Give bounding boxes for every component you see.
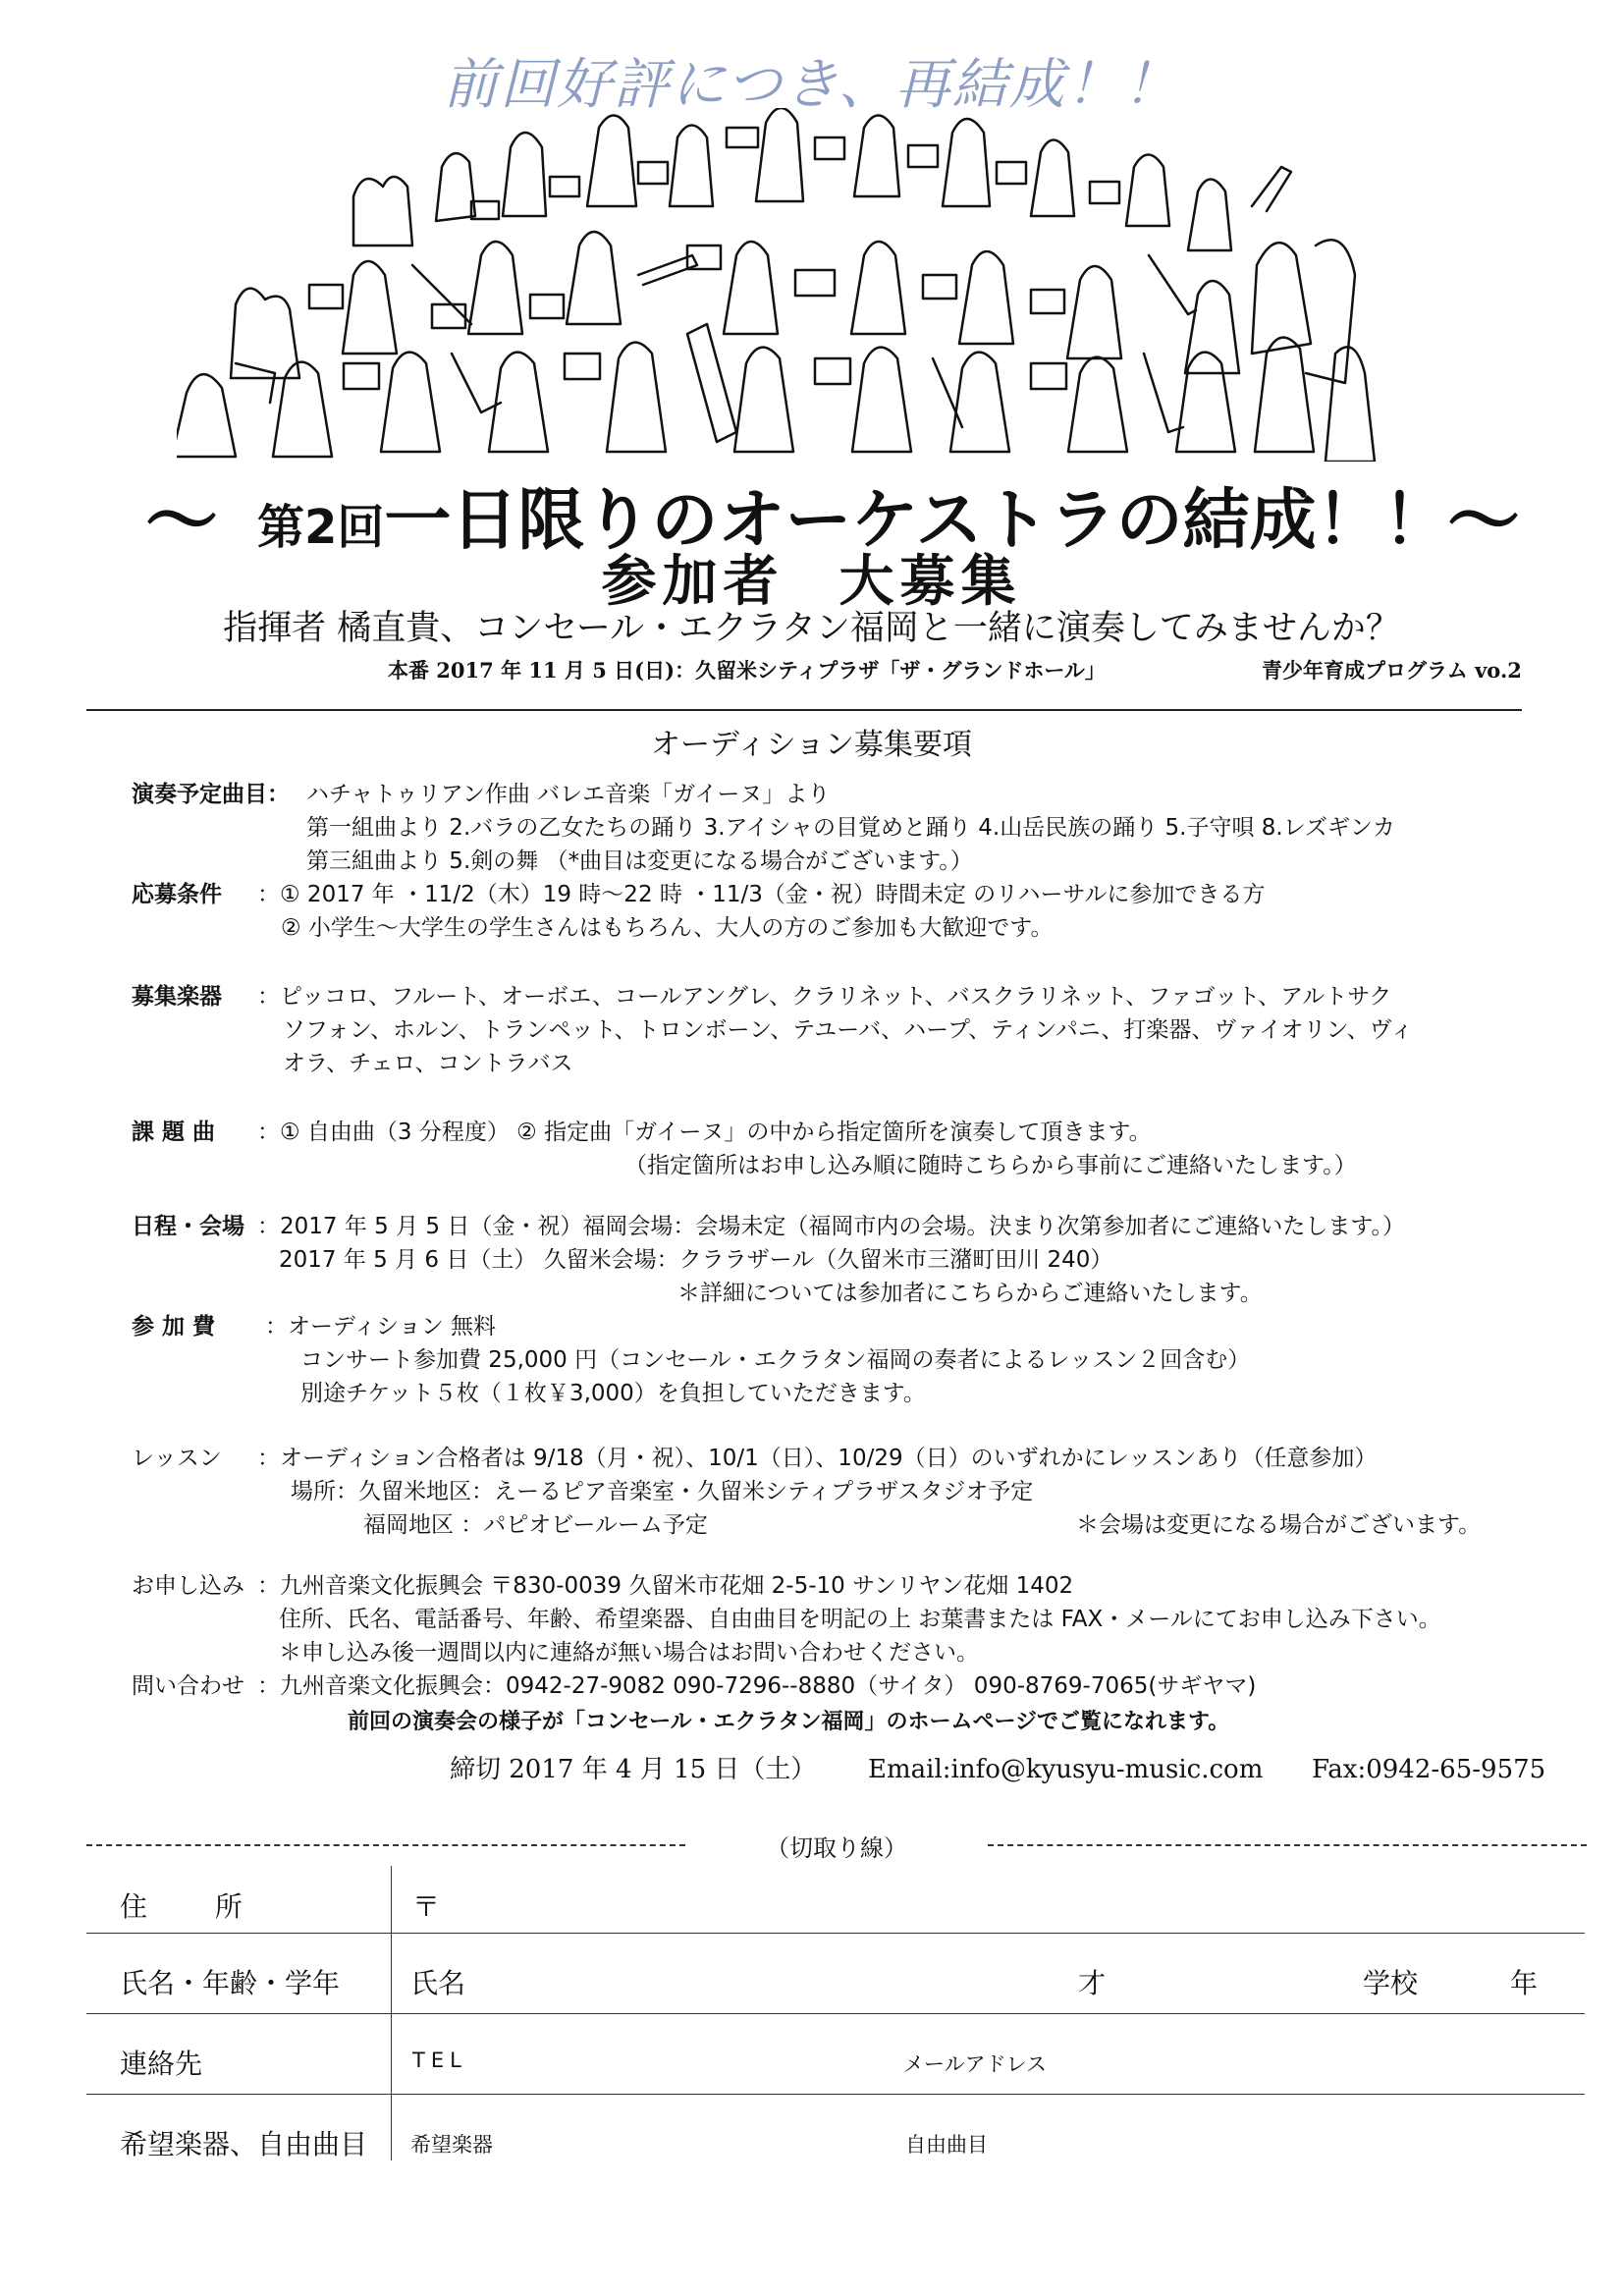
orchestra-front-row bbox=[177, 324, 1375, 462]
school-field[interactable]: 学校 bbox=[1363, 1967, 1419, 1999]
lesson-line-3: 福岡地区 ：パピオビールーム予定 bbox=[363, 1512, 708, 1538]
title-tilde-right: ～ bbox=[1447, 479, 1520, 564]
pieces-line-3: 第三組曲より 5.剣の舞 （*曲目は変更になる場合がございます。） bbox=[306, 848, 973, 874]
deadline-email[interactable]: Email:info@kyusyu-music.com bbox=[868, 1755, 1264, 1784]
schedule-line-1: ：2017 年 5 月 5 日（金・祝）福岡会場：会場未定（福岡市内の会場。決まり次第参加者にご連絡いたします。） bbox=[257, 1214, 1406, 1239]
form-row-name bbox=[86, 1933, 1585, 2011]
top-divider bbox=[86, 709, 1522, 711]
application-form bbox=[86, 1866, 1585, 2160]
section-title: オーディション募集要項 bbox=[651, 728, 972, 762]
homepage-note: 前回の演奏会の様子が「コンセール・エクラタン福岡」のホームページでご覧になれます。 bbox=[348, 1710, 1230, 1734]
instruments-line-3: オラ、チェロ、コントラバス bbox=[283, 1051, 573, 1076]
lead-text: 指揮者 橘直貴、コンセール・エクラタン福岡と一緒に演奏してみませんか？ bbox=[223, 609, 1400, 648]
title-main: 一日限りのオーケストラの結成！！ bbox=[384, 482, 1450, 560]
lesson-line-2: 場所：久留米地区：えーるピア音楽室・久留米シティプラザスタジオ予定 bbox=[291, 1479, 1034, 1504]
age-field[interactable]: 才 bbox=[1078, 1967, 1107, 1999]
deadline-fax: Fax:0942-65-9575 bbox=[1312, 1755, 1546, 1784]
instruments-label: 募集楽器 bbox=[132, 984, 222, 1010]
address-label: 住 所 bbox=[120, 1890, 272, 1923]
info-line bbox=[388, 655, 1522, 684]
contact-label: 問い合わせ bbox=[132, 1673, 244, 1699]
cut-line-right bbox=[988, 1844, 1587, 1846]
title-tilde-left: ～ bbox=[145, 479, 218, 564]
conditions-label: 応募条件 bbox=[132, 882, 222, 907]
tel-field[interactable]: TEL bbox=[412, 2049, 467, 2072]
instruments-line-1: ：ピッコロ、フルート、オーボエ、コールアングレ、クラリネット、バスクラリネット、ファゴット、アルトサク bbox=[257, 984, 1392, 1010]
audition-pieces-line-1: ：① 自由曲（3 分程度） ② 指定曲「ガイーヌ」の中から指定箇所を演奏して頂きます。 bbox=[257, 1120, 1152, 1145]
form-row-contact bbox=[86, 2013, 1585, 2092]
apply-label: お申し込み bbox=[132, 1573, 244, 1599]
schedule-line-3: ＊詳細については参加者にこちらからご連絡いたします。 bbox=[677, 1281, 1263, 1306]
lesson-line-1: ：オーディション合格者は 9/18（月・祝）、10/1（日）、10/29（日）のいずれかにレッスンあり（任意参加） bbox=[257, 1446, 1378, 1471]
apply-line-3: ＊申し込み後一週間以内に連絡が無い場合はお問い合わせください。 bbox=[279, 1640, 979, 1666]
audition-pieces-label: 課 題 曲 bbox=[132, 1120, 216, 1145]
tagline: 前回好評につき、再結成！！ bbox=[443, 53, 1180, 117]
grade-field[interactable]: 年 bbox=[1510, 1967, 1539, 1999]
contact-info-label: 連絡先 bbox=[120, 2048, 203, 2080]
conditions-line-2: ② 小学生～大学生の学生さんはもちろん、大人の方のご参加も大歓迎です。 bbox=[281, 915, 1054, 941]
lesson-label: レッスン bbox=[132, 1446, 222, 1471]
title-edition: 第2回 bbox=[257, 500, 385, 555]
fee-line-2: コンサート参加費 25,000 円（コンセール・エクラタン福岡の奏者によるレッスン２回含む） bbox=[300, 1347, 1251, 1373]
instruments-line-2: ソフォン、ホルン、トランペット、トロンボーン、テユーバ、ハープ、ティンパニ、打楽器、ヴァイオリン、ヴィ bbox=[283, 1017, 1414, 1043]
pieces-label: 演奏予定曲目： bbox=[132, 782, 290, 807]
deadline: 締切 2017 年 4 月 15 日（土） bbox=[450, 1755, 817, 1784]
subtitle-part1: 参加者 bbox=[601, 550, 784, 614]
performance-info: 本番 2017 年 11 月 5 日(日)：久留米シティプラザ「ザ・グランドホール」 bbox=[388, 658, 1106, 683]
pieces-line-1: ハチャトゥリアン作曲 バレエ音楽「ガイーヌ」より bbox=[306, 782, 831, 807]
schedule-line-2: 2017 年 5 月 6 日（土） 久留米会場：クララザール（久留米市三潴町田川 240） bbox=[279, 1247, 1113, 1273]
lesson-venue-note: ＊会場は変更になる場合がございます。 bbox=[1076, 1512, 1482, 1538]
apply-line-2: 住所、氏名、電話番号、年齢、希望楽器、自由曲目を明記の上 お葉書または FAX・メールにてお申し込み下さい。 bbox=[279, 1607, 1441, 1632]
audition-pieces-line-2: （指定箇所はお申し込み順に随時こちらから事前にご連絡いたします。） bbox=[624, 1153, 1357, 1178]
form-row-instrument bbox=[86, 2094, 1585, 2172]
contact-line-1: ：九州音楽文化振興会：0942-27-9082 090-7296--8880（サイタ） 090-8769-7065(サギヤマ) bbox=[257, 1673, 1257, 1699]
fee-line-3: 別途チケット５枚（１枚￥3,000）を負担していただきます。 bbox=[300, 1381, 926, 1406]
fee-line-1: ：オーディション 無料 bbox=[265, 1314, 497, 1339]
apply-line-1: ：九州音楽文化振興会 〒830-0039 久留米市花畑 2-5-10 サンリヤン花畑 1402 bbox=[257, 1573, 1074, 1599]
schedule-label: 日程・会場 bbox=[132, 1214, 244, 1239]
email-field[interactable]: メールアドレス bbox=[903, 2052, 1047, 2076]
subtitle-part2: 大募集 bbox=[839, 550, 1022, 614]
conditions-line-1: ：① 2017 年 ・11/2（木）19 時～22 時 ・11/3（金・祝）時間未定 のリハーサルに参加できる方 bbox=[257, 882, 1266, 907]
instrument-field[interactable]: 希望楽器 bbox=[410, 2133, 493, 2157]
instrument-label: 希望楽器、自由曲目 bbox=[120, 2128, 368, 2160]
free-piece-field[interactable]: 自由曲目 bbox=[905, 2133, 988, 2157]
cut-line bbox=[86, 1829, 1587, 1862]
orchestra-back-row bbox=[353, 108, 1291, 250]
orchestra-illustration bbox=[177, 108, 1404, 462]
cut-line-label: （切取り線） bbox=[766, 1834, 907, 1862]
postal-mark[interactable]: 〒 bbox=[412, 1890, 441, 1923]
orchestra-middle-row bbox=[231, 232, 1355, 383]
name-label: 氏名・年齢・学年 bbox=[120, 1967, 341, 1999]
pieces-line-2: 第一組曲より 2.バラの乙女たちの踊り 3.アイシャの目覚めと踊り 4.山岳民族の踊り 5.子守唄 8.レズギンカ bbox=[306, 815, 1395, 841]
fee-label: 参 加 費 bbox=[132, 1314, 216, 1339]
program-name: 青少年育成プログラム vo.2 bbox=[1262, 658, 1522, 683]
name-field[interactable]: 氏名 bbox=[410, 1967, 466, 1999]
